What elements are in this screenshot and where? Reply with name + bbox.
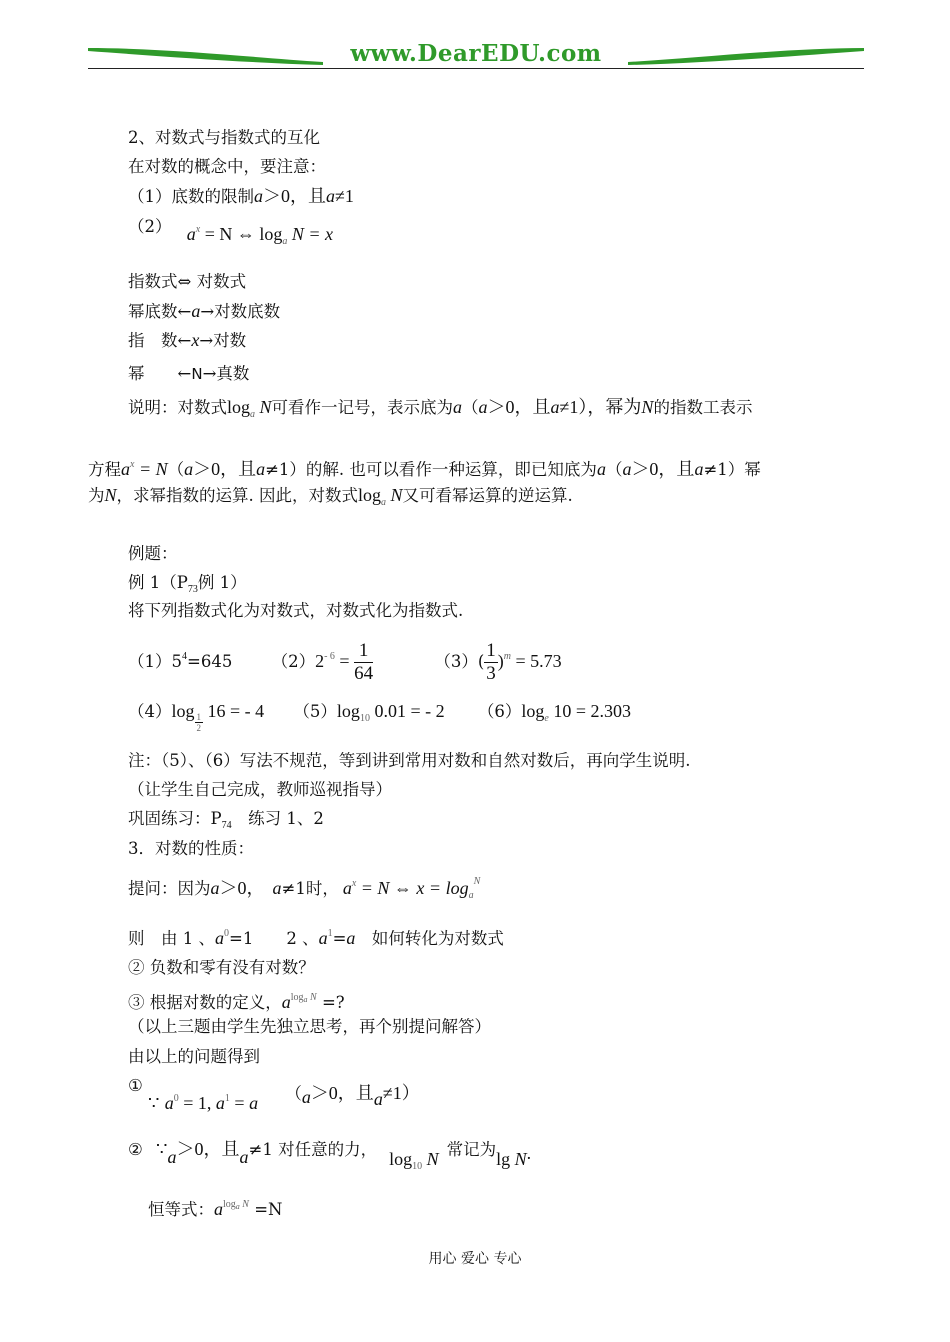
exercise-row: （4）log $\frac{1}{2}$ 16 = - 4 $(5)\log_{10}$ 0.01 = - 2 $(6)\log_e$ 10 = 2.303 (128, 701, 631, 733)
page-footer: 用心 爱心 专心 (428, 1251, 522, 1267)
fraction: $\frac{1}{64}$ (354, 640, 374, 684)
header-rule (88, 68, 864, 69)
section-heading: 2、对数式与指数式的互化 (128, 128, 320, 147)
text-line: ③ 根据对数的定义，$a^{loga}$ $^N$ =? (128, 992, 345, 1012)
text-line: 则 由 1 、$a^0=1$ 2 、$a^1=a$ 如何转化为对数式 (128, 928, 504, 948)
formula-line: ① ∵ $a^0 = 1$, $a^1 = a$ （a＞0，且a≠1） (128, 1076, 420, 1113)
section-heading: 3．对数的性质： (128, 839, 254, 858)
text-line: 巩固练习：$P_{74}$ 练习 1、2 (128, 809, 324, 831)
text-line: 由以上的问题得到 (128, 1047, 260, 1066)
site-name: www.DearEDU.com (350, 40, 602, 67)
fraction: $\frac{1}{3}$ (486, 640, 496, 684)
page-header (88, 38, 864, 72)
text-line: 幂底数←a→对数底数 (128, 301, 281, 321)
text-line: 例 $1(P_{73}$例 1） (128, 573, 247, 595)
formula-line: ② ∵a＞0，且a≠1 对任意的力， $\log_{10} N$ 常记为lg N. (128, 1139, 532, 1172)
formula-line: （2） $a^x = N$ ⇔ $\log_a N = x$ (128, 217, 334, 247)
text-line: （让学生自己完成，教师巡视指导） (128, 780, 392, 799)
text-line: 指数式⇔ 对数式 (128, 272, 247, 291)
text-line: 为N，求幂指数的运算. 因此，对数式$\log_a N$又可看幂运算的逆运算. (88, 485, 573, 508)
text-line: 注：（5）、（6）写法不规范，等到讲到常用对数和自然对数后，再向学生说明. (128, 751, 691, 770)
text-line: 将下列指数式化为对数式，对数式化为指数式. (128, 601, 464, 620)
text-line: 提问：因为a＞0， a≠1时， $a^x = N$ ⇔ $x = \log_a^N$ (128, 876, 481, 901)
text-line: （以上三题由学生先独立思考，再个别提问解答） (128, 1017, 491, 1036)
text-line: （1）底数的限制a＞0，且a≠1 (128, 186, 354, 206)
text-line: 幂 ←N→真数 (128, 364, 250, 383)
text-line: 方程$a^x = N(a>0$，且a≠1）的解. 也可以看作一种运算，即已知底为a（a＞0，且a≠1）幂 (88, 459, 761, 479)
fraction: $\frac{1}{2}$ (196, 712, 202, 733)
text-line: 指 数←x→对数 (128, 330, 247, 350)
text-line: 在对数的概念中，要注意： (128, 157, 326, 176)
exercise-row: $(1)5^4=645$ $(2)2^{- 6}$ = $\frac{1}{64}$ （3）( $\frac{1}{3}$ )$^m$ = 5.73 (128, 640, 562, 684)
text-line: 恒等式：$a^{loga}$ $^N$ =N (148, 1199, 283, 1219)
text-line: 说明：对数式$\log_a N$可看作一记号，表示底为a（a＞0，且a≠1），幂为N的指数工表示 (128, 397, 753, 420)
text-line: 例题： (128, 544, 178, 563)
text-line: ② 负数和零有没有对数？ (128, 958, 315, 977)
